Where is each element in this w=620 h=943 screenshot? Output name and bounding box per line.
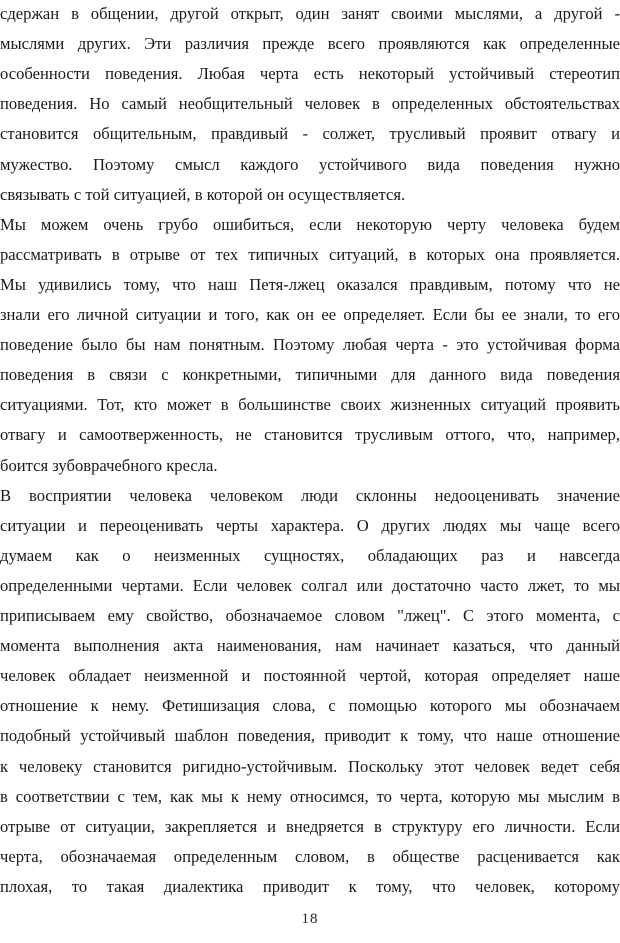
text-line: момента выполнения акта наименования, нам начинает казаться, что данный: [0, 636, 620, 656]
text-line: рассматривать в отрыве от тех типичных ситуаций, в которых она проявляется.: [0, 244, 620, 264]
text-line: ситуации и переоценивать черты характера. О других людях мы чаще всего: [0, 515, 620, 535]
text-line: поведения в связи с конкретными, типичными для данного вида поведения: [0, 365, 620, 385]
text-line: отношение к нему. Фетишизация слова, с помощью которого мы обозначаем: [0, 696, 620, 716]
text-line: к человеку становится ригидно-устойчивым. Поскольку этот человек ведет себя: [0, 756, 620, 776]
text-line: ситуациями. Тот, кто может в большинстве своих жизненных ситуаций проявить: [0, 395, 620, 415]
text-line: В восприятии человека человеком люди склонны недооценивать значение: [0, 485, 620, 505]
text-line: мыслями других. Эти различия прежде всего проявляются как определенные: [0, 34, 620, 54]
text-line: поведение было бы нам понятным. Поэтому любая черта - это устойчивая форма: [0, 335, 620, 355]
text-line: связывать с той ситуацией, в которой он осуществляется.: [0, 184, 406, 204]
text-line: человек обладает неизменной и постоянной чертой, которая определяет наше: [0, 666, 620, 686]
page-number: 18: [301, 911, 319, 927]
text-line: приписываем ему свойство, обозначаемое словом "лжец". С этого момента, с: [0, 606, 620, 625]
text-line: плохая, то такая диалектика приводит к тому, что человек, которому: [0, 876, 620, 896]
text-line: мужество. Поэтому смысл каждого устойчивого вида поведения нужно: [0, 154, 620, 174]
text-line: отвагу и самоотверженность, не становится трусливым оттого, что, например,: [0, 425, 620, 445]
text-line: черта, обозначаемая определенным словом, в обществе расценивается как: [0, 846, 620, 866]
text-line: поведения. Но самый необщительный человек в определенных обстоятельствах: [0, 94, 620, 114]
text-line: Мы удивились тому, что наш Петя-лжец оказался правдивым, потому что не: [0, 274, 620, 294]
text-line: особенности поведения. Любая черта есть некоторый устойчивый стереотип: [0, 64, 620, 84]
text-line: думаем как о неизменных сущностях, обладающих раз и навсегда: [0, 545, 620, 565]
text-line: определенными чертами. Если человек солгал или достаточно часто лжет, то мы: [0, 575, 620, 595]
text-line: в соответствии с тем, как мы к нему относимся, то черта, которую мы мыслим в: [0, 786, 620, 806]
text-line: становится общительным, правдивый - солжет, трусливый проявит отвагу и: [0, 124, 620, 144]
text-line: знали его личной ситуации и того, как он ее определяет. Если бы ее знали, то его: [0, 305, 620, 324]
text-line: Мы можем очень грубо ошибиться, если некоторую черту человека будем: [0, 214, 620, 234]
text-line: боится зубоврачебного кресла.: [0, 455, 218, 475]
text-line: сдержан в общении, другой открыт, один занят своими мыслями, а другой -: [0, 4, 620, 23]
text-line: подобный устойчивый шаблон поведения, приводит к тому, что наше отношение: [0, 726, 620, 746]
text-line: отрыве от ситуации, закрепляется и внедряется в структуру его личности. Если: [0, 816, 620, 836]
